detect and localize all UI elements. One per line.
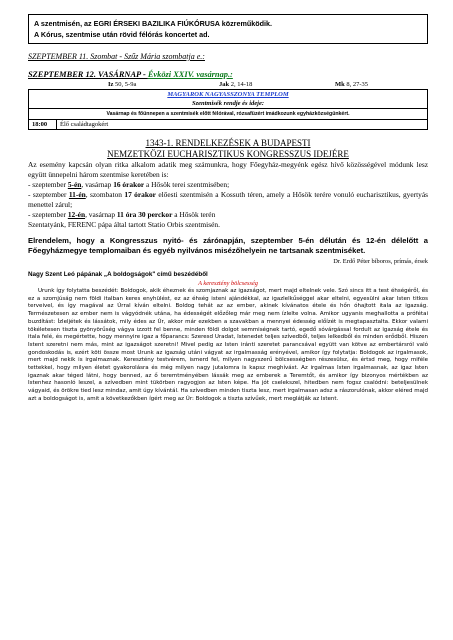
parish-name: MAGYAROK NAGYASSZONYA TEMPLOM: [28, 89, 428, 99]
event-1-time: 16 órakor: [113, 180, 145, 189]
event-3-post: a Hősök terén: [172, 210, 216, 219]
mass-order-heading: Szentmisék rendje és ideje:: [28, 99, 428, 109]
event-1-pre: - szeptember: [28, 180, 68, 189]
event-1-mid: , vasárnap: [81, 180, 114, 189]
events-after: Szentatyánk, FERENC pápa által tartott Statio Orbis szentmisén.: [28, 220, 220, 229]
event-3: [28, 210, 428, 220]
decree-intro: Az esemény kapcsán olyan ritka alkalom adatik meg számunkra, hogy Főegyház-megyénk egész hívő közösségével módunk lesz együtt ünnepelni három szentmise keretében is:: [28, 160, 428, 179]
mass-row: [28, 120, 428, 130]
event-1-post: a Hősök terei szentmisében;: [144, 180, 230, 189]
choir-announcement: [28, 14, 428, 44]
speech-text: Urunk így folytatta beszédét: Boldogok, akik éheznek és szomjaznak az igazságot, mert majd eltelnek vele. Szó sincs itt a test éhségéről, és ez a szomjúság nem földi italban keres enyhülést, ez az éhség isteni ajándékkal, az igazlelkűséggel akar eltelni, egyesülni akar Isten titkos terveivel, és így magával az Úrral kíván eltelni. Boldog tehát az az ember, akinek kívánatos étele és hőn óhajtott itala az igazság. Természetesen az ember nem is vágyódnék utána, ha édességét előzőleg már meg nem ízlelte volna. Amikor ugyanis meghallotta a prófétai buzdítást: Ízleljétek és lássátok, mily édes az Úr, akkor már ezekben a szavakban a mennyei édesség előízét is megtapasztalta. Ekkor valami tökéletesen tiszta gyönyörűség vágya izzott fel benne, minden földi dolgot semmiségnek tartó, egedő sóvárgással fordult az igazság étele és itala felé, és megértette, hogy mennyire igaz a főparancs: Szeresd Uradat, Istenedet teljes szívedből, teljes lelkedből és minden erődből. Hiszen Istent szeretni nem más, mint az igazságot szeretni! Mivel pedig az Isten iránti szeretet parancsával együtt van kötve az embertársról való gondoskodás is, ezért köti össze most Urunk az igazság utáni vágyat az irgalmasság erényével, amikor így folytatja: Boldogok az irgalmasok, mert majd nekik is irgalmaznak. Keresztény testvérem, ismerd fel, milyen nagyszerű bölcsességben részesülsz, és értsd meg, hogy miféle tettekkel, hogy milyen életet gyakorolásra és még milyen nagy jutalomra is kapsz meghívást. Az irgalmas Isten irgalmasnak, az igaz Isten igaznak akar téged látni, hogy benned, az ő teremtményében lássák meg az emberek a Teremtőt, és amikor így bizonyos mértékben az Istenhez hasonló leszel, a szívedben mint tükörben ragyogjon az Isten képe. Ha jót cselekszel, hitedben nem fogsz csalódni: beteljesülnek vágyaid, és örökre tied lesz mindaz, amit úgy kívántál. Ha szívedben minden tiszta lesz, mert irgalmasan adsz a rászorulónak, akkor eléred majd azt a boldogságot is, amit a következőkben ígért meg az Úr: Boldogok a tiszta szívűek, mert meglátják az Istent.: [28, 288, 428, 402]
event-2-time: 17 órakor: [124, 190, 156, 199]
decree-title-line-2: NEMZETKÖZI EUCHARISZTIKUS KONGRESSZUS IDEJÉRE: [107, 149, 349, 159]
event-1-date: 5-én: [67, 180, 82, 189]
reading-3-book: Mk: [334, 81, 345, 88]
signature: Dr. Erdő Péter bíboros, prímás, érsek: [333, 258, 428, 265]
sep11-heading: SZEPTEMBER 11. Szombat - Szűz Mária szombatja e.:: [28, 52, 205, 61]
event-2-post: előesti szentmisén a Kossuth téren, amely a Hősök terére vonuló eucharisztikus, gyertyás menettel zárul;: [28, 190, 428, 209]
sep12-heading: [28, 70, 428, 80]
sep12-feast: Évközi XXIV. vasárnap.:: [147, 70, 233, 79]
event-2-mid: , szombaton: [85, 190, 125, 199]
mass-intention: Élő családtagokért: [60, 121, 109, 128]
reading-2-book: Jak: [218, 81, 230, 88]
decree-title: [28, 138, 428, 160]
choir-line-2: A Kórus, szentmise után rövid félórás koncertet ad.: [34, 30, 210, 39]
reading-1-ref: 50, 5-9a: [113, 81, 137, 88]
reading-3: [335, 80, 368, 89]
sep12-date: SZEPTEMBER 12. VASÁRNAP -: [28, 70, 148, 79]
readings-row: [28, 80, 428, 89]
reading-2-ref: 2, 14-18: [229, 81, 253, 88]
rosary-notice: Vasárnap és főünnepen a szentmisék előtt félórával, rózsafüzért imádkozunk egyházközségünkért.: [28, 109, 428, 120]
event-2-date: 11-én: [68, 190, 86, 199]
decree-title-line-1: 1343-1. RENDELKEZÉSEK A BUDAPESTI: [145, 138, 311, 148]
speech-subtitle: A keresztény bölcsesség: [198, 280, 258, 287]
decree-text: Elrendelem, hogy a Kongresszus nyitó- és zárónapján, szeptember 5-én délután és 12-én délelőtt a Főegyházmegye templomaiban és egyéb nyilvános misézőhelyein ne tartsanak szentmiséket.: [28, 236, 428, 255]
speech-title: Nagy Szent Leó pápának „A boldogságok" című beszédéből: [28, 271, 208, 278]
event-2: [28, 190, 428, 210]
reading-3-ref: 8, 27-35: [344, 81, 368, 88]
reading-1-book: Iz: [108, 81, 114, 88]
event-1: [28, 180, 428, 190]
reading-2: [219, 80, 252, 89]
event-3-mid: , vasárnap: [85, 210, 117, 219]
event-3-pre: - szeptember: [28, 210, 68, 219]
event-2-pre: - szeptember: [28, 190, 69, 199]
mass-time: 18:00: [29, 120, 57, 129]
reading-1: [108, 80, 136, 89]
event-3-date: 12-én: [67, 210, 86, 219]
choir-line-1: A szentmisén, az EGRI ÉRSEKI BAZILIKA FIÚKÓRUSA közreműködik.: [34, 19, 273, 28]
event-3-time: 11 óra 30 perckor: [116, 210, 173, 219]
bulletin-page: [28, 14, 428, 404]
